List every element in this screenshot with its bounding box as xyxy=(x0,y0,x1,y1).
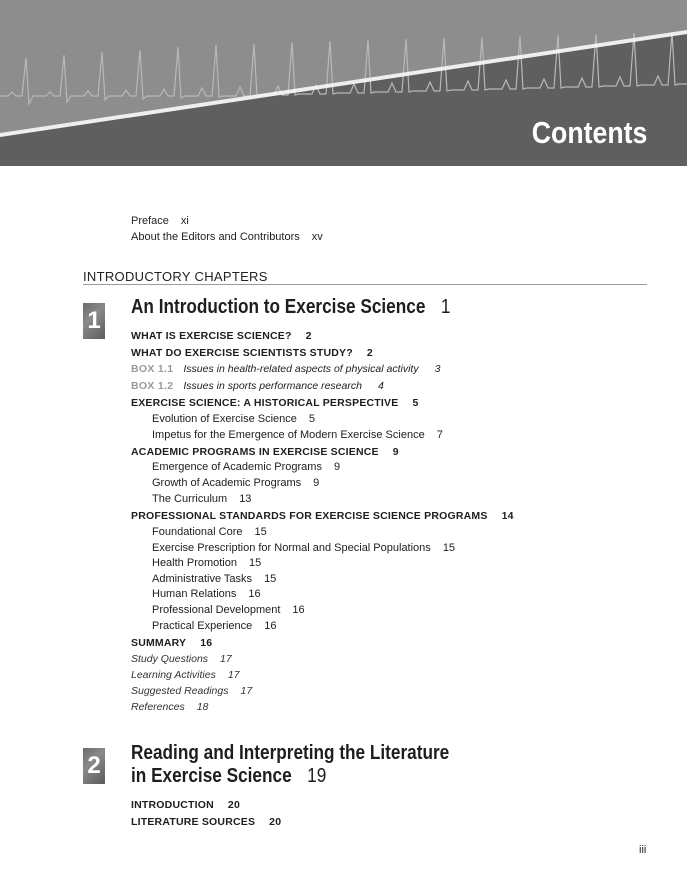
toc-entry-page: 15 xyxy=(254,526,267,538)
toc-entry-page: 2 xyxy=(305,330,312,342)
toc-subentry[interactable] xyxy=(152,573,276,585)
toc-subentry[interactable] xyxy=(152,477,319,489)
toc-entry-text: Evolution of Exercise Science xyxy=(152,413,297,425)
front-matter-page: xv xyxy=(311,231,323,243)
toc-entry-text: Issues in health-related aspects of physical activity xyxy=(183,363,419,375)
chapter-page: 1 xyxy=(440,296,451,318)
toc-subentry[interactable] xyxy=(152,461,340,473)
toc-entry-text: Suggested Readings xyxy=(131,685,229,697)
toc-entry-page: 16 xyxy=(248,588,261,600)
toc-entry-page: 9 xyxy=(333,461,341,473)
front-matter-item[interactable] xyxy=(131,215,189,227)
toc-entry-text: LITERATURE SOURCES xyxy=(131,816,256,828)
toc-entry-page: 4 xyxy=(377,380,384,392)
toc-entry-text: Learning Activities xyxy=(131,669,216,681)
toc-entry-text: Emergence of Academic Programs xyxy=(152,461,322,473)
toc-box-entry[interactable] xyxy=(131,363,440,375)
toc-entry-page: 2 xyxy=(366,347,373,359)
toc-entry-text: EXERCISE SCIENCE: A HISTORICAL PERSPECTIVE xyxy=(131,397,399,409)
contents-title: Contents xyxy=(531,115,647,150)
toc-entry-text: The Curriculum xyxy=(152,493,228,505)
chapter-title[interactable] xyxy=(131,296,450,319)
toc-entry-page: 15 xyxy=(264,573,277,585)
toc-entry-text: Human Relations xyxy=(152,588,237,600)
toc-entry[interactable] xyxy=(131,799,240,811)
box-label: BOX 1.2 xyxy=(131,380,174,392)
toc-subentry[interactable] xyxy=(152,429,443,441)
page-number: iii xyxy=(639,844,647,856)
toc-entry-page: 9 xyxy=(313,477,320,489)
toc-entry-text: Health Promotion xyxy=(152,557,237,569)
front-matter-page: xi xyxy=(180,215,189,227)
toc-entry[interactable] xyxy=(131,446,399,458)
toc-subentry[interactable] xyxy=(152,493,251,505)
toc-entry-page: 18 xyxy=(196,701,209,713)
header-banner xyxy=(0,0,687,166)
front-matter-label: About the Editors and Contributors xyxy=(131,231,300,243)
toc-entry-text: Practical Experience xyxy=(152,620,253,632)
toc-endmatter-entry[interactable] xyxy=(131,685,252,697)
toc-entry-page: 15 xyxy=(249,557,262,569)
toc-entry[interactable] xyxy=(131,637,212,649)
toc-subentry[interactable] xyxy=(152,526,267,538)
toc-subentry[interactable] xyxy=(152,542,455,554)
chapter-title[interactable] xyxy=(131,742,449,765)
front-matter-item[interactable] xyxy=(131,231,323,243)
toc-entry-text: Administrative Tasks xyxy=(152,573,253,585)
toc-entry-page: 16 xyxy=(264,620,277,632)
toc-endmatter-entry[interactable] xyxy=(131,701,208,713)
toc-entry-page: 5 xyxy=(412,397,419,409)
toc-entry-page: 9 xyxy=(392,446,399,458)
toc-entry[interactable] xyxy=(131,347,373,359)
toc-entry-text: Professional Development xyxy=(152,604,281,616)
section-divider xyxy=(83,284,647,285)
toc-entry-page: 16 xyxy=(200,637,213,649)
toc-entry-text: SUMMARY xyxy=(131,637,187,649)
toc-entry-text: Impetus for the Emergence of Modern Exercise Science xyxy=(152,429,425,441)
toc-entry[interactable] xyxy=(131,816,281,828)
box-label: BOX 1.1 xyxy=(131,363,174,375)
toc-entry-page: 17 xyxy=(227,669,240,681)
toc-entry[interactable] xyxy=(131,397,419,409)
toc-entry-text: INTRODUCTION xyxy=(131,799,214,811)
toc-entry[interactable] xyxy=(131,330,312,342)
toc-entry-text: Issues in sports performance research xyxy=(183,380,362,392)
toc-entry-page: 3 xyxy=(434,363,441,375)
section-heading: INTRODUCTORY CHAPTERS xyxy=(83,269,268,284)
toc-entry-text: Exercise Prescription for Normal and Special Populations xyxy=(152,542,431,554)
toc-entry-page: 5 xyxy=(308,413,316,425)
toc-subentry[interactable] xyxy=(152,604,305,616)
chapter-title-text: Reading and Interpreting the Literature xyxy=(131,742,450,764)
toc-entry-text: Study Questions xyxy=(131,653,209,665)
chapter-title-text: in Exercise Science xyxy=(131,765,292,787)
toc-entry-text: References xyxy=(131,701,185,713)
toc-subentry[interactable] xyxy=(152,588,261,600)
toc-subentry[interactable] xyxy=(152,557,261,569)
toc-entry-text: ACADEMIC PROGRAMS IN EXERCISE SCIENCE xyxy=(131,446,379,458)
toc-entry-page: 17 xyxy=(240,685,253,697)
toc-entry-text: Growth of Academic Programs xyxy=(152,477,302,489)
chapter-title-continued[interactable] xyxy=(131,765,326,788)
chapter-page: 19 xyxy=(307,765,327,787)
toc-entry-page: 20 xyxy=(227,799,240,811)
toc-entry-page: 14 xyxy=(501,510,514,522)
toc-entry-page: 20 xyxy=(269,816,282,828)
toc-entry-page: 17 xyxy=(220,653,232,665)
toc-entry-text: Foundational Core xyxy=(152,526,243,538)
toc-subentry[interactable] xyxy=(152,413,315,425)
toc-subentry[interactable] xyxy=(152,620,277,632)
toc-entry-text: WHAT DO EXERCISE SCIENTISTS STUDY? xyxy=(131,347,353,359)
toc-entry-text: PROFESSIONAL STANDARDS FOR EXERCISE SCIENCE PROGRAMS xyxy=(131,510,488,522)
toc-endmatter-entry[interactable] xyxy=(131,669,240,681)
toc-entry-page: 13 xyxy=(239,493,252,505)
front-matter-label: Preface xyxy=(131,215,169,227)
chapter-number-badge: 1 xyxy=(83,303,105,339)
toc-entry-page: 7 xyxy=(436,429,443,441)
chapter-number-badge: 2 xyxy=(83,748,105,784)
toc-box-entry[interactable] xyxy=(131,380,384,392)
toc-entry-page: 16 xyxy=(292,604,305,616)
toc-endmatter-entry[interactable] xyxy=(131,653,232,665)
toc-entry-text: WHAT IS EXERCISE SCIENCE? xyxy=(131,330,292,342)
toc-entry-page: 15 xyxy=(442,542,456,554)
chapter-title-text: An Introduction to Exercise Science xyxy=(131,296,426,318)
toc-entry[interactable] xyxy=(131,510,514,522)
